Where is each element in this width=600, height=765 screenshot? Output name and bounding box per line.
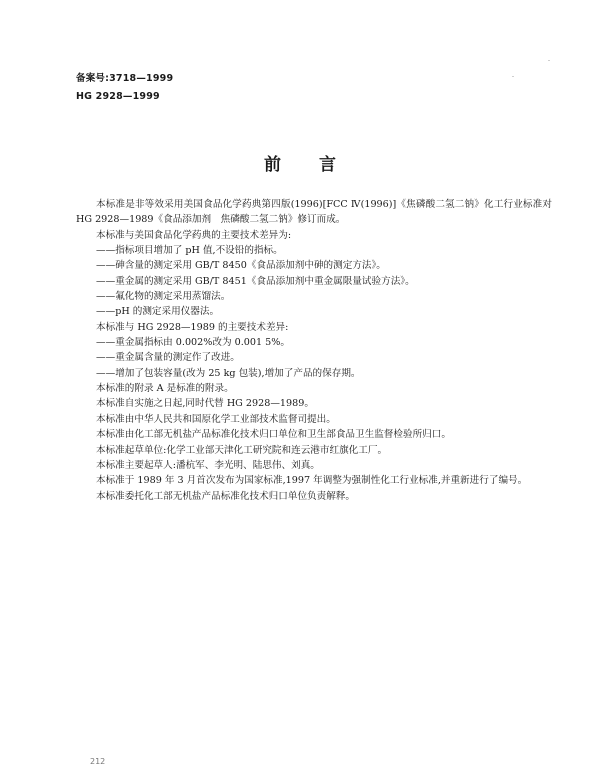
page-title: 前言 [264,155,374,175]
scan-speck [512,76,514,77]
list-item: ——重金属含量的测定作了改进。 [96,352,240,364]
list-item: ——指标项目增加了 pH 值,不设铅的指标。 [96,245,283,257]
list-item: ——重金属指标由 0.002%改为 0.001 5%。 [96,337,290,349]
paragraph-proposed-by: 本标准由中华人民共和国原化学工业部技术监督司提出。 [96,413,336,425]
paragraph-adoption-statement: 本标准是非等效采用美国食品化学药典第四版(1996)[FCC Ⅳ(1996)]《焦磷酸二氢二钠》化工行业标准对 HG 2928—1989《食品添加剂 焦磷酸二氢二钠》修订而成。 [76,199,552,226]
paragraph-drafting-units: 本标准起草单位:化学工业部天津化工研究院和连云港市红旗化工厂。 [96,444,388,456]
paragraph-supersedes: 本标准自实施之日起,同时代替 HG 2928—1989。 [96,398,314,410]
scan-speck [548,60,550,61]
paragraph-hg-differences-intro: 本标准与 HG 2928—1989 的主要技术差异: [96,321,289,333]
filing-number: 备案号:3718—1999 [76,73,174,84]
document-header [76,70,173,106]
paragraph-publication-history: 本标准于 1989 年 3 月首次发布为国家标准,1997 年调整为强制性化工行业标准,并重新进行了编号。 [96,475,528,487]
list-item: ——氟化物的测定采用蒸馏法。 [96,291,231,303]
paragraph-fcc-differences-intro: 本标准与美国食品化学药典的主要技术差异为: [96,229,292,241]
list-item: ——砷含量的测定采用 GB/T 8450《食品添加剂中砷的测定方法》。 [96,260,386,272]
paragraph-interpretation: 本标准委托化工部无机盐产品标准化技术归口单位负责解释。 [96,490,356,502]
list-item: ——pH 的测定采用仪器法。 [96,306,220,318]
paragraph-centralized-by: 本标准由化工部无机盐产品标准化技术归口单位和卫生部食品卫生监督检验所归口。 [96,429,451,441]
list-item: ——重金属的测定采用 GB/T 8451《食品添加剂中重金属限量试验方法》。 [96,275,415,287]
paragraph-drafters: 本标准主要起草人:潘杭军、李光明、陆思伟、刘真。 [96,459,320,471]
list-item: ——增加了包装容量(改为 25 kg 包装),增加了产品的保存期。 [96,367,361,379]
foreword-body [76,197,552,504]
standard-code: HG 2928—1999 [76,91,160,102]
page-number: 212 [90,757,106,765]
paragraph-appendix: 本标准的附录 A 是标准的附录。 [96,383,234,395]
